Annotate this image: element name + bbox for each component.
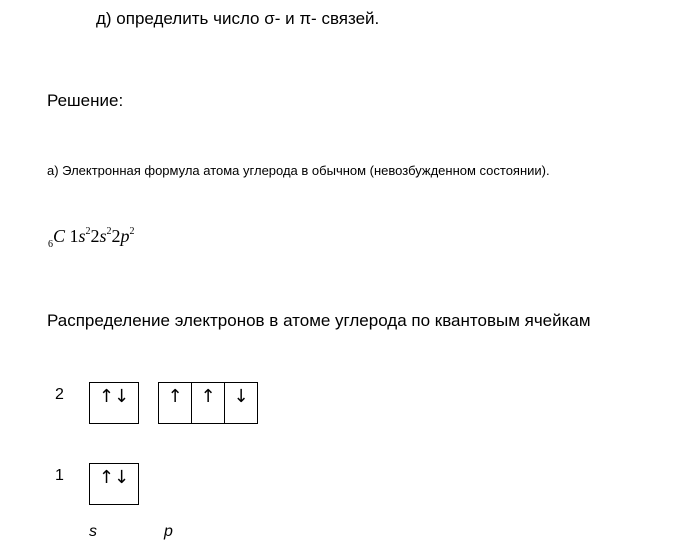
formula-e3: 2 xyxy=(129,226,135,237)
orbital-cell-2p-1: ↑ xyxy=(158,382,192,424)
part-a-text: а) Электронная формула атома углерода в обычном (невозбужденном состоянии). xyxy=(47,163,550,178)
formula-symbol: C xyxy=(53,226,66,246)
formula-n1: 1 xyxy=(69,226,79,246)
level-1-label: 1 xyxy=(55,467,64,484)
sublevel-label-s: s xyxy=(89,523,97,540)
electron-formula xyxy=(48,226,135,250)
formula-e2: 2 xyxy=(106,226,112,237)
solution-heading: Решение: xyxy=(47,91,124,110)
level-2-label: 2 xyxy=(55,386,64,403)
formula-n3: 2 xyxy=(111,226,121,246)
formula-o3: p xyxy=(120,226,130,246)
formula-o1: s xyxy=(78,226,86,246)
orbital-cell-2p-2: ↑ xyxy=(191,382,225,424)
orbital-cell-2s: ↑↓ xyxy=(89,382,139,424)
orbital-cell-1s: ↑↓ xyxy=(89,463,139,505)
task-line: д) определить число σ- и π- связей. xyxy=(96,9,380,28)
formula-atomic-number: 6 xyxy=(48,239,53,250)
formula-o2: s xyxy=(99,226,107,246)
formula-e1: 2 xyxy=(85,226,91,237)
sublevel-label-p: p xyxy=(164,523,173,540)
distribution-heading: Распределение электронов в атоме углерода по квантовым ячейкам xyxy=(47,311,591,330)
orbital-cell-2p-3: ↓ xyxy=(224,382,258,424)
formula-n2: 2 xyxy=(90,226,100,246)
